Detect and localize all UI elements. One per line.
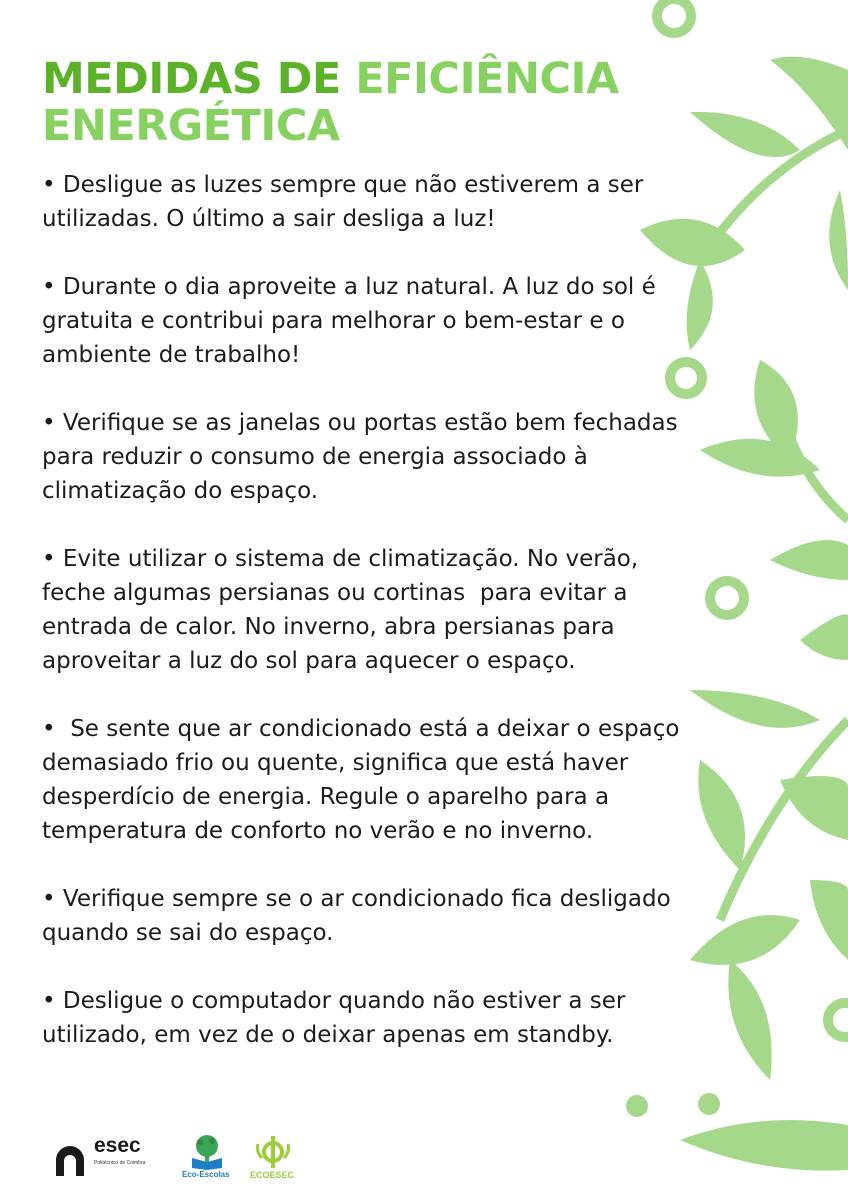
leaf-shape [690, 112, 800, 157]
leaf-shape [800, 614, 848, 660]
dot-decoration [698, 1093, 720, 1115]
page-title [42, 56, 619, 150]
footer-logos [54, 1132, 314, 1182]
esec-logo-subtitle: Politécnico de Coimbra [94, 1160, 146, 1166]
eco-escolas-logo-text: Eco-Escolas [182, 1170, 230, 1179]
title-part-2: EFICIÊNCIA [355, 54, 619, 104]
list-item: • Verifique se as janelas ou portas estão bem fechadas para reduzir o consumo de energia associado à climatização do espaço. [42, 410, 685, 504]
leaf-shape [810, 880, 848, 960]
leaf-shape [770, 540, 848, 580]
ring-decoration [828, 1003, 848, 1037]
leaf-shape [698, 760, 745, 870]
esec-logo-text: esec [94, 1134, 141, 1157]
ring-decoration [710, 581, 744, 615]
title-part-3: ENERGÉTICA [42, 101, 340, 151]
leaf-shape [690, 915, 800, 965]
ring-decoration [657, 0, 691, 33]
list-item: • Evite utilizar o sistema de climatização. No verão, feche algumas persianas ou cortinas para evitar a entrada de calor. No inverno, abra persianas para aproveitar a luz do sol para aquecer o espaço. [42, 546, 646, 674]
leaf-shape [829, 190, 848, 290]
list-item: • Desligue as luzes sempre que não estiverem a ser utilizadas. O último a sair desliga a luz! [42, 172, 651, 232]
list-item: • Durante o dia aproveite a luz natural. A luz do sol é gratuita e contribui para melhorar o bem-estar e o ambiente de trabalho! [42, 274, 664, 368]
list-item: • Se sente que ar condicionado está a deixar o espaço demasiado frio ou quente, significa que está haver desperdício de energia. Regule o aparelho para a temperatura de conforto no verão e no inverno. [42, 716, 687, 844]
leaf-shape [728, 960, 771, 1080]
leaf-shape [690, 690, 820, 728]
title-part-1: MEDIDAS DE [42, 54, 356, 104]
dot-decoration [626, 1095, 648, 1117]
ecoesec-logo-text: ECOESEC [250, 1170, 295, 1180]
list-item: • Desligue o computador quando não estiver a ser utilizado, em vez de o deixar apenas em standby. [42, 988, 633, 1048]
measures-list [42, 168, 702, 1086]
leaf-shape [780, 776, 848, 840]
leaf-shape [680, 1120, 848, 1171]
leaf-shape [700, 439, 820, 477]
list-item: • Verifique sempre se o ar condicionado fica desligado quando se sai do espaço. [42, 886, 678, 946]
